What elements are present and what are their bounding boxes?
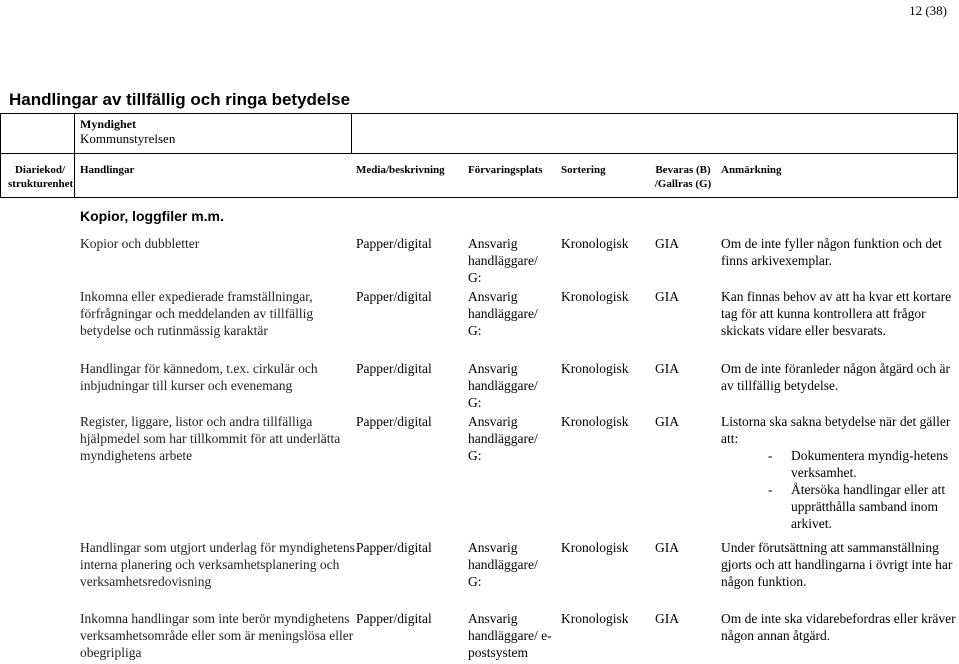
column-header-handlingar: Handlingar — [80, 164, 135, 176]
row-media: Papper/digital — [356, 289, 432, 304]
section-title: Kopior, loggfiler m.m. — [80, 208, 224, 224]
row-handling: Inkomna eller expedierade framställningar, förfrågningar och meddelanden av tillfällig betydelse och rutinmässig karaktär — [80, 289, 314, 338]
note-list — [721, 447, 956, 532]
row-handling: Inkomna handlingar som inte berör myndighetens verksamhetsområde eller som är meningslösa eller obegripliga — [80, 611, 354, 660]
column-header-bevaras: Bevaras (B) /Gallras (G) — [654, 164, 712, 190]
row-place: Ansvarig handläggare/ G: — [468, 289, 538, 338]
document-title: Handlingar av tillfällig och ringa betydelse — [9, 90, 351, 109]
header-bottom-border — [0, 197, 958, 198]
note-list-item-text: Dokumentera myndig-hetens verksamhet. — [791, 448, 949, 480]
row-handling: Handlingar för kännedom, t.ex. cirkulär och inbjudningar till kurser och evenemang — [80, 361, 318, 393]
row-sort: Kronologisk — [561, 236, 629, 251]
row-keep: GIA — [655, 414, 679, 429]
row-note: Kan finnas behov av att ha kvar ett kortare tag för att kunna kontrollera att frågor skickats vidare eller besvarats. — [721, 289, 952, 338]
header-mid-border — [0, 153, 958, 154]
column-header-anmarkning: Anmärkning — [721, 164, 782, 176]
row-place: Ansvarig handläggare/ G: — [468, 236, 538, 285]
row-keep: GIA — [655, 611, 679, 626]
row-sort: Kronologisk — [561, 540, 629, 555]
row-note: Om de inte ska vidarebefordras eller kräver någon annan åtgärd. — [721, 611, 956, 643]
header-left-border — [0, 113, 1, 198]
header-divider — [351, 113, 352, 153]
note-list-item: - Dokumentera myndig-hetens verksamhet. — [768, 448, 949, 480]
note-list-item-text: Återsöka handlingar eller att upprätthålla samband inom arkivet. — [791, 482, 946, 531]
row-sort: Kronologisk — [561, 289, 629, 304]
row-sort: Kronologisk — [561, 414, 629, 429]
row-place: Ansvarig handläggare/ G: — [468, 414, 538, 463]
row-place: Ansvarig handläggare/ G: — [468, 361, 538, 410]
row-media: Papper/digital — [356, 236, 432, 251]
row-place: Ansvarig handläggare/ e-postsystem — [468, 611, 552, 660]
row-media: Papper/digital — [356, 414, 432, 429]
column-header-diariekod: Diariekod/ strukturenhet — [8, 164, 74, 190]
row-place: Ansvarig handläggare/ G: — [468, 540, 538, 589]
organization-label: Myndighet — [80, 117, 137, 131]
row-keep: GIA — [655, 236, 679, 251]
row-media: Papper/digital — [356, 361, 432, 376]
row-media: Papper/digital — [356, 540, 432, 555]
row-keep: GIA — [655, 540, 679, 555]
column-header-media: Media/beskrivning — [356, 164, 445, 176]
row-note-block — [721, 413, 956, 532]
row-sort: Kronologisk — [561, 611, 629, 626]
row-note: Under förutsättning att sammanställning gjorts och att handlingarna i övrigt inte har någon funktion. — [721, 540, 953, 589]
page-number: 12 (38) — [909, 3, 947, 18]
header-right-border — [957, 113, 958, 198]
row-keep: GIA — [655, 361, 679, 376]
row-note: Om de inte fyller någon funktion och det finns arkivexemplar. — [721, 236, 942, 268]
column-header-sortering: Sortering — [561, 164, 606, 176]
header-top-border — [0, 113, 958, 114]
column-header-forvaringsplats: Förvaringsplats — [468, 164, 543, 176]
row-handling: Handlingar som utgjort underlag för myndighetens interna planering och verksamhetsplanering och verksamhetsredovisning — [80, 540, 355, 589]
row-handling: Kopior och dubbletter — [80, 236, 200, 251]
row-keep: GIA — [655, 289, 679, 304]
row-sort: Kronologisk — [561, 361, 629, 376]
header-divider — [74, 113, 75, 198]
row-media: Papper/digital — [356, 611, 432, 626]
organization-value: Kommunstyrelsen — [80, 131, 176, 146]
row-note: Listorna ska sakna betydelse när det gäller att: — [721, 414, 951, 446]
row-note: Om de inte föranleder någon åtgärd och är av tillfällig betydelse. — [721, 361, 951, 393]
row-handling: Register, liggare, listor och andra tillfälliga hjälpmedel som har tillkommit för att underlätta myndighetens arbete — [80, 414, 341, 463]
note-list-item: - Återsöka handlingar eller att upprätthålla samband inom arkivet. — [768, 482, 946, 531]
table-header — [0, 113, 958, 197]
